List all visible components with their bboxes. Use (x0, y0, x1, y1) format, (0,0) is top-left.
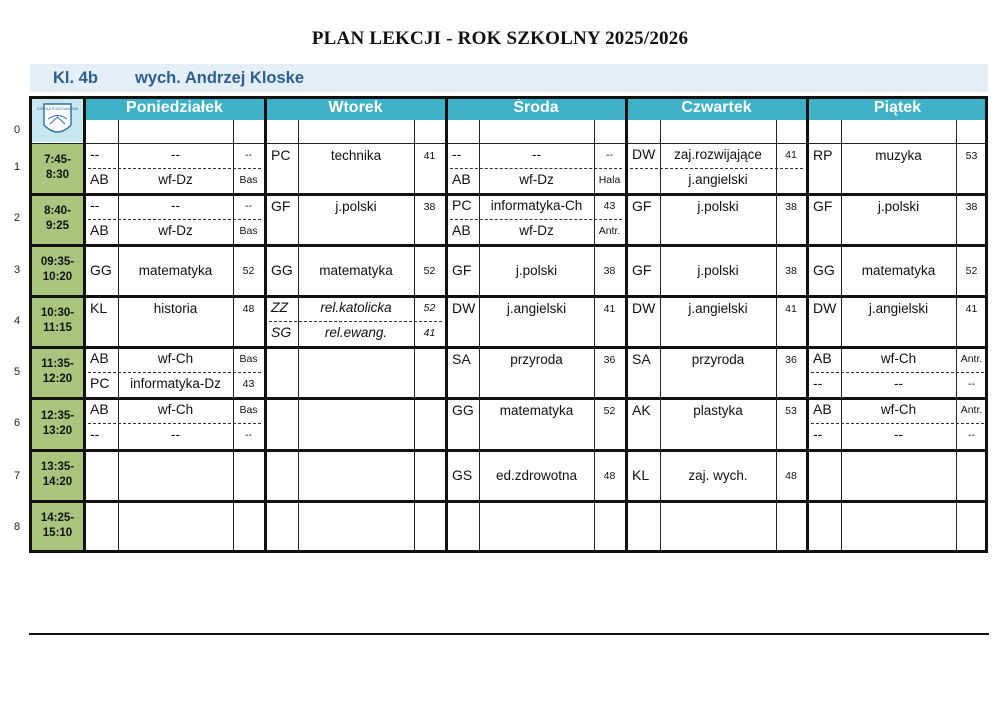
lesson-room: 48 (242, 303, 255, 315)
row-number: 6 (14, 417, 21, 429)
lesson-subject: informatyka-Ch (490, 198, 583, 213)
lesson-subject: technika (330, 148, 382, 163)
lesson-subject: wf-Ch (157, 402, 194, 417)
row-number: 7 (14, 470, 21, 482)
lesson-room: 38 (423, 201, 436, 213)
lesson-room: 41 (965, 303, 978, 315)
lesson-teacher: DW (813, 300, 837, 316)
lesson-teacher: AB (90, 171, 109, 187)
day-header: Poniedziałek (85, 96, 264, 120)
lesson-subject: wf-Dz (519, 172, 554, 187)
period-start: 12:35- (40, 409, 75, 422)
lesson-teacher: AB (452, 222, 471, 238)
lesson-subject: zaj.rozwijające (674, 147, 762, 162)
lesson-room: 41 (785, 303, 797, 315)
period-start: 13:35- (40, 461, 75, 473)
class-label: Kl. 4b (53, 69, 98, 87)
page-title: PLAN LEKCJI - ROK SZKOLNY 2025/2026 (311, 28, 689, 49)
lesson-subject: -- (171, 147, 180, 162)
lesson-subject: -- (894, 376, 903, 391)
lesson-room: 38 (603, 265, 616, 277)
row-number: 8 (14, 521, 21, 533)
period-start: 14:25- (40, 512, 75, 524)
lesson-subject: rel.katolicka (320, 300, 392, 315)
period-end: 9:25 (45, 220, 70, 232)
lesson-teacher: GG (90, 262, 112, 278)
lesson-subject: wf-Dz (519, 223, 554, 238)
lesson-room: 38 (965, 201, 978, 213)
period-end: 11:15 (43, 322, 72, 334)
lesson-room: 52 (603, 405, 616, 417)
lesson-subject: wf-Dz (158, 223, 193, 238)
row-number: 1 (14, 161, 21, 173)
lesson-subject: -- (894, 427, 903, 442)
period-end: 14:20 (42, 476, 73, 488)
lesson-subject: j.polski (877, 199, 920, 214)
lesson-room: 41 (423, 327, 436, 339)
period-end: 10:20 (42, 271, 73, 283)
class-info-bar (30, 64, 988, 92)
lesson-room: 52 (423, 265, 436, 277)
lesson-subject: matematyka (138, 263, 213, 278)
lesson-room: 52 (242, 265, 255, 277)
lesson-subject: wf-Ch (880, 402, 917, 417)
lesson-subject: rel.ewang. (324, 325, 388, 340)
lesson-teacher: GF (632, 262, 652, 278)
lesson-room: 43 (242, 378, 255, 390)
lesson-subject: -- (532, 147, 541, 162)
lesson-subject: j.angielski (868, 301, 929, 316)
lesson-teacher: AB (813, 401, 832, 417)
lesson-room: 53 (785, 405, 797, 417)
lesson-subject: -- (171, 198, 180, 213)
lesson-room: -- (968, 378, 975, 390)
lesson-subject: j.angielski (688, 301, 748, 316)
period-start: 8:40- (44, 205, 71, 217)
lesson-teacher: GF (632, 198, 652, 214)
lesson-teacher: SA (632, 351, 651, 367)
lesson-teacher: -- (90, 146, 100, 162)
lesson-subject: muzyka (875, 148, 922, 163)
lesson-teacher: -- (813, 375, 823, 391)
lesson-room: 52 (423, 302, 436, 314)
lesson-teacher: GF (452, 262, 472, 278)
lesson-subject: wf-Dz (158, 172, 193, 187)
lesson-teacher: DW (632, 300, 656, 316)
lesson-room: -- (968, 429, 975, 441)
period-start: 7:45- (44, 154, 71, 166)
footer-line (29, 633, 989, 635)
row-number: 3 (14, 264, 21, 276)
lesson-teacher: GG (813, 262, 835, 278)
lesson-subject: informatyka-Dz (130, 376, 221, 391)
lesson-teacher: KL (632, 467, 650, 483)
lesson-teacher: -- (90, 426, 100, 442)
lesson-teacher: DW (632, 146, 656, 162)
period-end: 13:20 (42, 424, 73, 437)
lesson-teacher: AB (90, 350, 109, 366)
period-end: 12:20 (42, 373, 73, 385)
lesson-teacher: PC (452, 197, 472, 213)
lesson-subject: zaj. wych. (688, 468, 748, 483)
lesson-teacher: PC (271, 147, 291, 163)
day-header: Wtorek (266, 96, 445, 120)
lesson-room: Bas (239, 225, 258, 237)
lesson-teacher: KL (90, 300, 108, 316)
lesson-teacher: ZZ (271, 299, 289, 315)
lesson-room: Antr. (960, 404, 983, 416)
lesson-teacher: GG (452, 402, 474, 418)
lesson-teacher: AB (90, 222, 109, 238)
lesson-room: -- (606, 149, 613, 161)
lesson-subject: wf-Ch (880, 351, 917, 366)
period-start: 09:35- (40, 256, 75, 268)
lesson-room: 36 (603, 354, 616, 366)
lesson-subject: ed.zdrowotna (495, 468, 578, 483)
lesson-room: 53 (965, 150, 978, 162)
day-header: Środa (447, 96, 625, 120)
lesson-teacher: -- (813, 426, 823, 442)
lesson-teacher: AB (813, 350, 832, 366)
lesson-room: 48 (785, 470, 797, 482)
lesson-teacher: DW (452, 300, 476, 316)
lesson-subject: j.polski (335, 199, 377, 214)
lesson-teacher: RP (813, 147, 833, 163)
lesson-teacher: GS (452, 467, 473, 483)
lesson-room: 41 (785, 149, 797, 161)
lesson-subject: j.angielski (688, 172, 748, 187)
timetable-frame (29, 96, 988, 553)
lesson-teacher: GF (813, 198, 833, 214)
lesson-subject: j.polski (515, 263, 558, 278)
row-number: 0 (14, 124, 21, 136)
lesson-room: Antr. (598, 225, 621, 237)
lesson-room: Hala (598, 174, 621, 186)
lesson-teacher: GF (271, 198, 291, 214)
lesson-room: -- (245, 429, 252, 441)
lesson-room: Bas (239, 353, 258, 365)
row-number: 2 (14, 212, 21, 224)
period-start: 10:30- (40, 307, 75, 319)
lesson-teacher: SA (452, 351, 471, 367)
lesson-room: 41 (423, 150, 436, 162)
lesson-subject: wf-Ch (157, 351, 194, 366)
lesson-subject: plastyka (693, 403, 743, 418)
lesson-room: 41 (603, 303, 616, 315)
lesson-subject: -- (171, 427, 180, 442)
class-teacher-label: wych. Andrzej Kloske (135, 69, 305, 87)
lesson-subject: historia (153, 301, 198, 316)
row-number: 4 (14, 315, 21, 327)
lesson-room: 48 (603, 470, 616, 482)
day-header: Czwartek (627, 96, 806, 120)
lesson-subject: przyroda (691, 352, 745, 367)
lesson-teacher: AB (90, 401, 109, 417)
lesson-room: -- (245, 200, 252, 212)
lesson-teacher: -- (90, 197, 100, 213)
lesson-room: 52 (965, 265, 978, 277)
lesson-teacher: -- (452, 146, 462, 162)
lesson-subject: matematyka (319, 263, 393, 278)
lesson-room: 36 (785, 354, 797, 366)
period-start: 11:35- (41, 358, 74, 370)
day-header: Piątek (808, 96, 987, 120)
lesson-teacher: SG (271, 324, 292, 340)
lesson-teacher: GG (271, 262, 293, 278)
lesson-room: Bas (239, 174, 258, 186)
svg-text:SZKOŁA PODSTAWOWA: SZKOŁA PODSTAWOWA (36, 107, 79, 111)
lesson-subject: j.polski (697, 263, 739, 278)
lesson-subject: matematyka (861, 263, 936, 278)
lesson-room: 43 (603, 200, 616, 212)
lesson-teacher: AB (452, 171, 471, 187)
lesson-subject: j.angielski (506, 301, 567, 316)
lesson-teacher: PC (90, 375, 110, 391)
lesson-room: Bas (239, 404, 258, 416)
lesson-room: -- (245, 149, 252, 161)
lesson-teacher: AK (632, 402, 651, 418)
row-number: 5 (14, 366, 21, 378)
lesson-subject: j.polski (697, 199, 739, 214)
period-end: 15:10 (42, 527, 73, 539)
lesson-room: 38 (785, 201, 797, 213)
lesson-subject: matematyka (499, 403, 574, 418)
lesson-room: Antr. (960, 353, 983, 365)
lesson-subject: przyroda (510, 352, 563, 367)
period-end: 8:30 (45, 169, 70, 181)
lesson-room: 38 (785, 265, 797, 277)
